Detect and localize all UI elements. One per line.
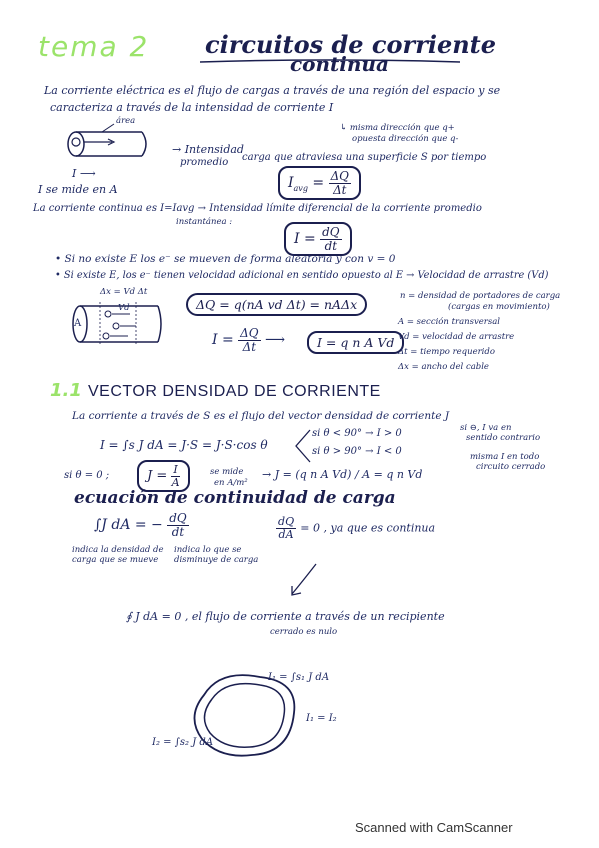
current-formula-left: I = $\frac{\Delta Q}{\Delta t}$ ⟶ [212, 326, 286, 354]
current-fraction [238, 327, 260, 353]
j-density-denominator: A [171, 475, 180, 489]
flux-formula: I = ∫s J dA = J·S = J·S·cos θ [100, 438, 268, 452]
negative-note-2: sentido contrario [466, 433, 541, 443]
current-numerator: ΔQ [240, 326, 259, 340]
instant-formula-left: I = [294, 231, 316, 247]
closed-surface-line: ∮ J dA = 0 , el flujo de corriente a través de un recipiente [126, 610, 445, 623]
continuity-equation [94, 512, 189, 538]
j-units-2: en A/m² [214, 478, 248, 488]
n-definition: n = densidad de portadores de carga [400, 291, 561, 301]
i-avg-fraction [329, 170, 351, 196]
section-title: VECTOR DENSIDAD DE CORRIENTE [88, 383, 381, 400]
continuity-note-right-2: disminuye de carga [174, 555, 259, 565]
j-vector-formula: → J = (q n A Vd) / A = q n Vd [262, 468, 423, 481]
current-formula-prefix: I = [212, 332, 234, 348]
area-label: área [116, 116, 136, 126]
cross-section-label: A [74, 318, 82, 329]
instant-line: La corriente continua es I=Iavg → Intensidad límite diferencial de la corriente promedio [33, 203, 482, 214]
intro-line-2: caracteriza a través de la intensidad de corriente I [50, 101, 334, 114]
continuity-note-left-2: carga que se mueve [72, 555, 159, 565]
bullet-no-field: • Si no existe E los e⁻ se mueven de forma aleatoria y con v = 0 [55, 253, 396, 265]
instant-fraction [320, 226, 341, 252]
arrow-down-icon [288, 562, 318, 598]
j-units: se mide [210, 467, 244, 477]
closed-surface-line-2: cerrado es nulo [270, 627, 338, 637]
case-brace [294, 428, 312, 464]
j-density-fraction [171, 464, 179, 488]
instant-numerator: dQ [322, 225, 340, 239]
same-direction-note: ↳ misma dirección que q+ [340, 123, 455, 133]
opposite-direction-note: opuesta dirección que q- [352, 134, 459, 144]
da-denominator: dA [278, 527, 294, 541]
dx-definition: Δx = ancho del cable [398, 362, 489, 372]
i-avg-denominator: Δt [333, 182, 347, 197]
title-underline [200, 58, 460, 64]
negative-note: si ⊖, I va en [460, 423, 512, 433]
scanner-watermark: Scanned with CamScanner [355, 820, 513, 835]
charge-formula-box: ΔQ = q(nA vd Δt) = nAΔx [186, 293, 367, 316]
dt-definition: Δt = tiempo requerido [398, 347, 495, 357]
i2-integral: I₂ = ∫s₂ J dA [152, 737, 214, 748]
theta-zero-label: si θ = 0 ; [64, 470, 110, 481]
j-density-numerator: I [173, 463, 178, 476]
wire-cylinder-diagram [62, 120, 172, 170]
continuity-numerator: dQ [169, 511, 187, 525]
page-title: circuitos de corriente [205, 30, 497, 59]
same-current-note-2: circuito cerrado [476, 462, 546, 472]
instant-denominator: dt [324, 238, 338, 253]
continuity-fraction [167, 512, 188, 538]
instant-label: instantánea : [176, 217, 233, 227]
continuity-note-right: indica lo que se [174, 545, 242, 555]
continuity-zero-text: = 0 , ya que es continua [300, 521, 436, 535]
i-avg-subscript: avg [293, 183, 308, 193]
drift-current-box: I = q n A Vd [307, 331, 404, 354]
dq-da-fraction [276, 516, 296, 540]
intensity-average-label: promedio [180, 157, 229, 168]
instant-formula-box [284, 222, 352, 256]
section-intro-line: La corriente a través de S es el flujo del vector densidad de corriente J [72, 410, 450, 422]
continuity-denominator: dt [171, 524, 185, 539]
intro-line-1: La corriente eléctrica es el flujo de cargas a través de una región del espacio y se [44, 84, 501, 97]
topic-number: tema 2 [38, 30, 150, 63]
current-denominator: Δt [242, 339, 257, 354]
vd-label: Vd [118, 303, 130, 313]
n-definition-note: (cargas en movimiento) [448, 302, 550, 312]
i-avg-formula-box: $I_{avg}$ = $\frac{\Delta Q}{\Delta t}$ [278, 166, 361, 200]
continuity-title: ecuación de continuidad de carga [74, 488, 396, 508]
continuity-lhs: ∫J dA = − [94, 517, 163, 533]
continuity-note-left: indica la densidad de [72, 545, 164, 555]
vd-definition: Vd = velocidad de arrastre [398, 332, 515, 342]
current-arrow-label: I ⟶ [72, 167, 96, 180]
case-negative: si θ > 90° → I < 0 [312, 446, 402, 457]
ampere-note: I se mide en A [38, 183, 118, 196]
dx-label: Δx = Vd Δt [100, 287, 148, 297]
same-current-note: misma I en todo [470, 452, 540, 462]
a-definition: A = sección transversal [398, 317, 501, 327]
j-density-left: J = [147, 468, 168, 484]
intensity-definition: carga que atraviesa una superficie S por tiempo [242, 152, 487, 163]
page-subtitle: continua [290, 52, 389, 76]
i-equality: I₁ = I₂ [306, 713, 337, 724]
continuity-zero-equation [276, 516, 435, 540]
bullet-with-field: • Si existe E, los e⁻ tienen velocidad adicional en sentido opuesto al E → Velocidad de arrastre (Vd) [55, 270, 549, 281]
i-avg-symbol: I [288, 175, 294, 191]
i1-integral: I₁ = ∫s₁ J dA [268, 672, 330, 683]
i-avg-numerator: ΔQ [330, 169, 349, 183]
section-number: 1.1 [50, 380, 82, 401]
intensity-label: → Intensidad [172, 143, 244, 156]
dq-numerator: dQ [278, 515, 295, 528]
case-positive: si θ < 90° → I > 0 [312, 428, 402, 439]
